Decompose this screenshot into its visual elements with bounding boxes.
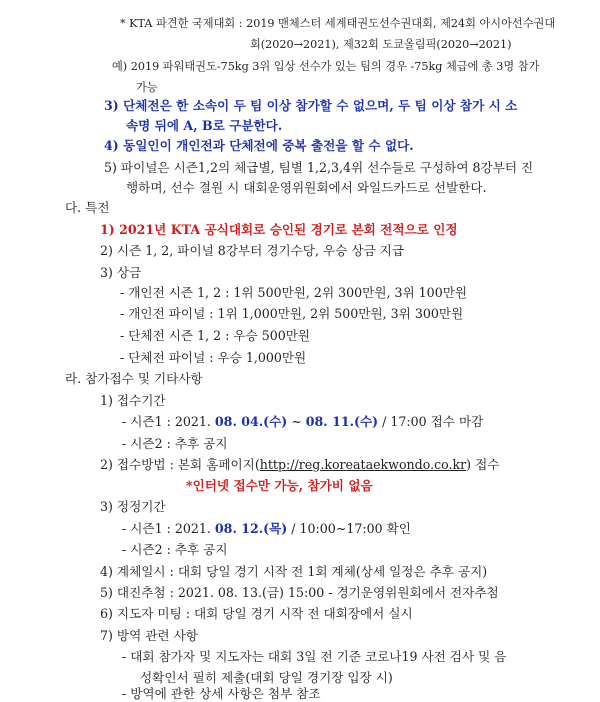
quarantine-line-1: - 대회 참가자 및 지도자는 대회 3일 전 기준 코로나19 사전 검사 및 음 (122, 649, 507, 664)
note-line-4: 가능 (136, 81, 158, 94)
season1-prefix: - 시즌1 : 2021. (122, 414, 215, 429)
weighin-title: 3) 정정기간 (100, 499, 166, 514)
weighin-season1 (122, 521, 411, 537)
section-registration-heading: 라. 참가접수 및 기타사항 (65, 371, 203, 386)
registration-link[interactable]: http://reg.koreataekwondo.co.kr (259, 457, 467, 472)
weighin-prefix: - 시즌1 : 2021. (122, 521, 215, 536)
weighin-season2: - 시즌2 : 추후 공지 (122, 542, 228, 557)
registration-item-4: 4) 계체일시 : 대회 당일 경기 시작 전 1회 계체(상세 일정은 추후 공지) (100, 564, 488, 579)
rule-5-line-1: 5) 파이널은 시즌1,2의 체급별, 팀별 1,2,3,4위 선수들로 구성하여 8강부터 진 (104, 160, 534, 175)
registration-period-title: 1) 접수기간 (100, 393, 166, 408)
season2-period: - 시즌2 : 추후 공지 (122, 436, 228, 451)
registration-method-note: *인터넷 접수만 가능, 참가비 없음 (186, 478, 373, 493)
season1-separator: ~ (287, 414, 306, 429)
note-line-1: * KTA 파견한 국제대회 : 2019 맨체스터 세계태권도선수권대회, 제24회 아시아선수권대 (120, 17, 556, 30)
weighin-suffix: / 10:00~17:00 확인 (287, 521, 411, 536)
method-prefix: 2) 접수방법 : 본회 홈페이지( (100, 457, 260, 472)
rule-3-line-1: 3) 단체전은 한 소속이 두 팀 이상 참가할 수 없으며, 두 팀 이상 참가 시 소 (104, 98, 518, 113)
registration-item-7: 7) 방역 관련 사항 (100, 628, 198, 643)
weighin-date: 08. 12.(목) (214, 521, 288, 536)
prize-line-4: - 단체전 파이널 : 우승 1,000만원 (120, 350, 307, 365)
rule-5-line-2: 행하며, 선수 결원 시 대회운영위원회에서 와일드카드로 선발한다. (126, 180, 487, 195)
registration-item-6: 6) 지도자 미팅 : 대회 당일 경기 시작 전 대회장에서 실시 (100, 606, 413, 621)
registration-item-5: 5) 대진추첨 : 2021. 08. 13.(금) 15:00 - 경기운영위원회에서 전자추첨 (100, 585, 499, 600)
season1-period (122, 414, 483, 430)
season1-suffix: / 17:00 접수 마감 (378, 414, 484, 429)
prize-line-3: - 단체전 시즌 1, 2 : 우승 500만원 (120, 328, 311, 343)
note-line-3: 예) 2019 파워태권도-75kg 3위 입상 선수가 있는 팀의 경우 -75kg 체급에 총 3명 참가 (112, 60, 540, 73)
prize-line-1: - 개인전 시즌 1, 2 : 1위 500만원, 2위 300만원, 3위 100만원 (120, 285, 468, 300)
season1-start-date: 08. 04.(수) (214, 414, 288, 429)
quarantine-line-3: - 방역에 관한 상세 사항은 첨부 참조 (122, 686, 321, 701)
special-item-2: 2) 시즌 1, 2, 파이널 8강부터 경기수당, 우승 상금 지급 (100, 243, 404, 258)
prize-line-2: - 개인전 파이널 : 1위 1,000만원, 2위 500만원, 3위 300만원 (120, 306, 464, 321)
note-line-2: 회(2020→2021), 제32회 도쿄올림픽(2020→2021) (250, 38, 512, 51)
special-item-3: 3) 상금 (100, 265, 142, 280)
special-item-1: 1) 2021년 KTA 공식대회로 승인된 경기로 본회 전적으로 인정 (100, 222, 458, 237)
rule-3-line-2: 속명 뒤에 A, B로 구분한다. (126, 118, 283, 133)
quarantine-line-2: 성확인서 필히 제출(대회 당일 경기장 입장 시) (140, 670, 393, 685)
method-suffix: ) 접수 (466, 457, 500, 472)
registration-method (100, 457, 499, 473)
season1-end-date: 08. 11.(수) (305, 414, 379, 429)
rule-4: 4) 동일인이 개인전과 단체전에 중복 출전을 할 수 없다. (104, 138, 414, 153)
section-special-heading: 다. 특전 (65, 200, 110, 215)
